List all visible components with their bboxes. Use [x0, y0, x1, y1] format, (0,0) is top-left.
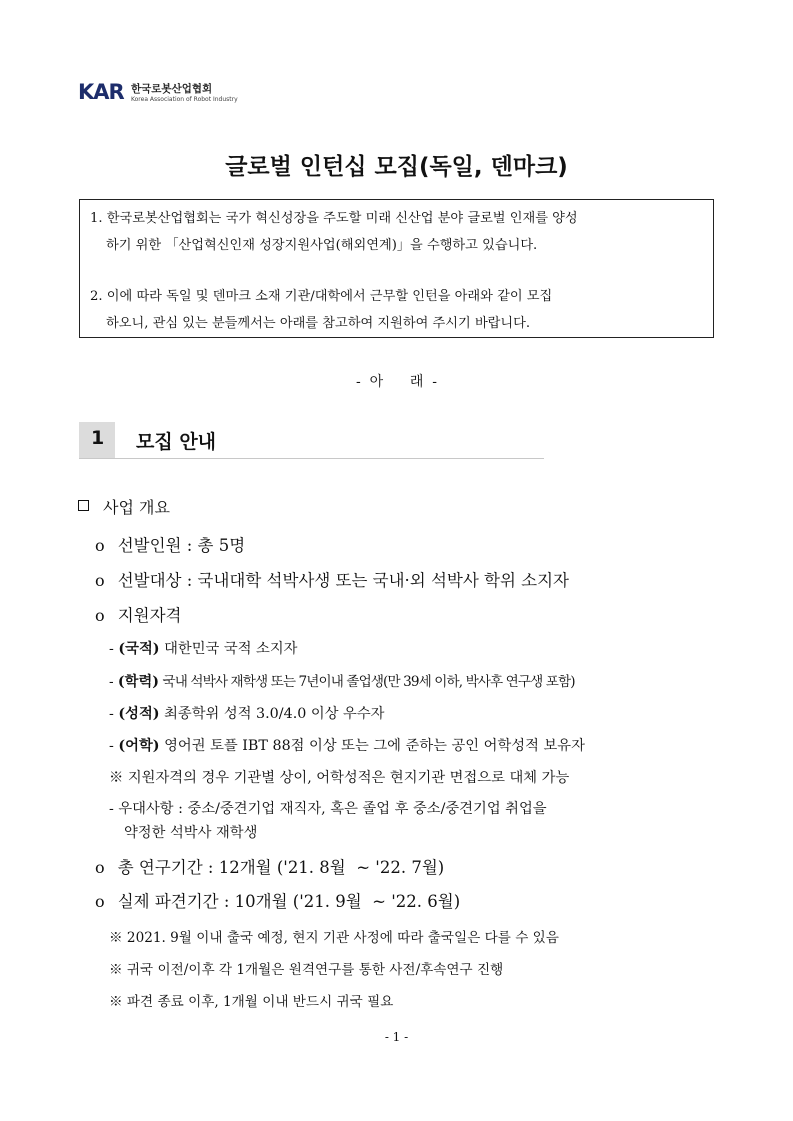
selection-target: 선발대상 : 국내대학 석박사생 또는 국내·외 석박사 학위 소지자	[117, 571, 569, 590]
qualification-prefix: -	[109, 738, 119, 754]
qualification-item	[109, 670, 575, 691]
selection-count: 선발인원 : 총 5명	[117, 536, 246, 555]
qualification-item	[109, 638, 297, 658]
notice-line-2a: 2. 이에 따라 독일 및 덴마크 소재 기관/대학에서 근무할 인턴을 아래와 같이 모집	[90, 289, 553, 304]
note-item: ※ 2021. 9월 이내 출국 예정, 현지 기관 사정에 따라 출국일은 다를 수 있음	[109, 930, 559, 946]
logo-mark: KAR	[78, 80, 124, 104]
overview-title: 사업 개요	[103, 498, 170, 517]
eligibility-note: ※ 지원자격의 경우 기관별 상이, 어학성적은 현지기관 면접으로 대체 가능	[109, 770, 570, 786]
bullet-dispatch-period	[95, 888, 460, 912]
dispatch-period: 실제 파견기간 : 10개월 ('21. 9월 ~ '22. 6월)	[117, 892, 461, 911]
document-title: 글로벌 인턴십 모집(독일, 덴마크)	[225, 154, 568, 180]
qualification-text: 영어권 토플 IBT 88점 이상 또는 그에 준하는 공인 어학성적 보유자	[159, 738, 585, 754]
qualification-text: 최종학위 성적 3.0/4.0 이상 우수자	[159, 706, 385, 722]
qualification-label: (학력)	[117, 674, 160, 690]
notice-line-1b: 하기 위한 「산업혁신인재 성장지원사업(해외연계)」을 수행하고 있습니다.	[106, 238, 538, 253]
qualification-label: (성적)	[118, 706, 160, 722]
qualification-item	[109, 735, 585, 755]
notice-line-1a: 1. 한국로봇산업협회는 국가 혁신성장을 주도할 미래 신산업 분야 글로벌 인재를 양성	[90, 211, 578, 226]
bullet-mark: o	[95, 536, 105, 555]
bullet-mark: o	[95, 571, 105, 590]
note-item: ※ 파견 종료 이후, 1개월 이내 반드시 귀국 필요	[109, 994, 394, 1010]
section-number: 1	[91, 427, 105, 449]
bullet-selection-count	[95, 532, 245, 556]
bullet-selection-target	[95, 567, 569, 591]
preference-line-a: - 우대사항 : 중소/중견기업 재직자, 혹은 졸업 후 중소/중견기업 취업을	[109, 801, 547, 817]
eligibility-heading: 지원자격	[117, 606, 182, 625]
logo-english-name: Korea Association of Robot Industry	[131, 96, 238, 103]
page-number: - 1 -	[384, 1030, 409, 1044]
qualification-label: (어학)	[118, 738, 160, 754]
qualification-prefix: -	[109, 641, 119, 657]
bullet-mark: o	[95, 606, 105, 625]
qualification-prefix: -	[109, 674, 118, 690]
section-title: 모집 안내	[136, 431, 217, 453]
bullet-mark: o	[95, 892, 105, 911]
total-period: 총 연구기간 : 12개월 ('21. 8월 ~ '22. 7월)	[117, 858, 445, 877]
bullet-mark: o	[95, 858, 105, 877]
checkbox-square-icon	[78, 500, 89, 511]
qualification-text: 대한민국 국적 소지자	[159, 641, 298, 657]
separator-text: - 아 래 -	[355, 374, 437, 390]
preference-line-b: 약정한 석박사 재학생	[124, 825, 258, 841]
qualification-prefix: -	[109, 706, 119, 722]
notice-box	[79, 199, 714, 338]
qualification-text: 국내 석박사 재학생 또는 7년이내 졸업생(만 39세 이하, 박사후 연구생 포함)	[159, 674, 575, 690]
logo-korean-name: 한국로봇산업협회	[131, 83, 213, 95]
section-header	[79, 422, 544, 459]
note-item: ※ 귀국 이전/이후 각 1개월은 원격연구를 통한 사전/후속연구 진행	[109, 962, 504, 978]
qualification-item	[109, 703, 384, 723]
qualification-label: (국적)	[118, 641, 160, 657]
notice-line-2b: 하오니, 관심 있는 분들께서는 아래를 참고하여 지원하여 주시기 바랍니다.	[106, 316, 531, 331]
bullet-total-period	[95, 854, 444, 878]
bullet-eligibility	[95, 602, 182, 626]
